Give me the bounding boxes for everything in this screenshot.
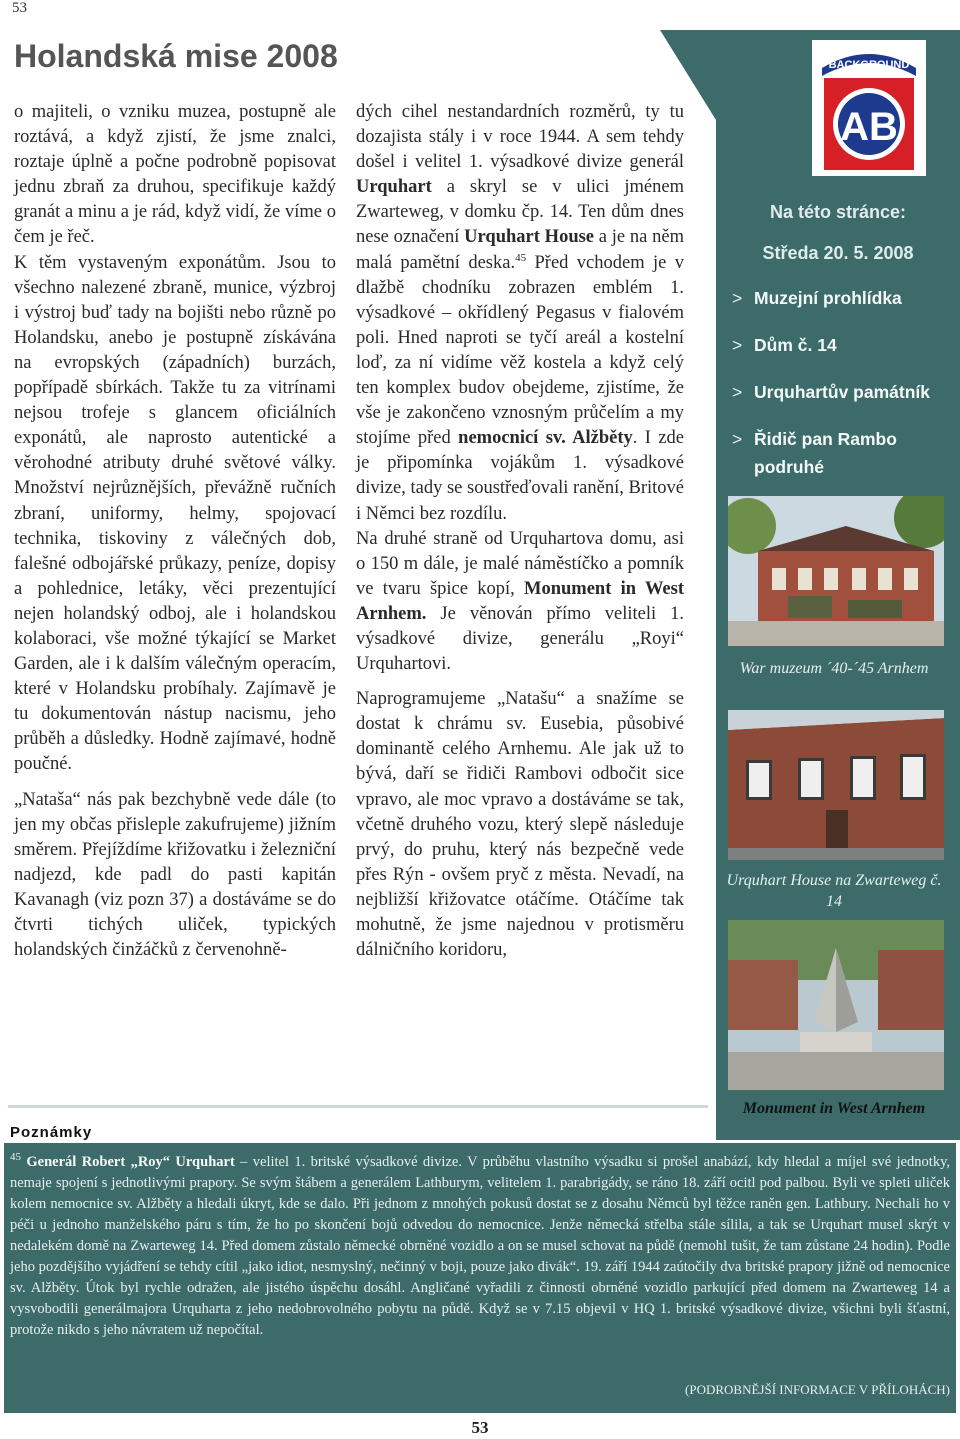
museum-photo — [728, 496, 944, 646]
column2-text: Je věnován přímo veliteli 1. výsadkové divize, generálu „Royi“ Urquhartovi. — [356, 603, 684, 675]
sidebar-notch — [660, 30, 716, 120]
chevron-right-icon: > — [732, 429, 743, 449]
more-info-note: (PODROBNĚJŠÍ INFORMACE V PŘÍLOHÁCH) — [685, 1382, 950, 1397]
column2-paragraph-1 — [356, 100, 684, 527]
sidebar-item-label: Urquhartův památník — [754, 382, 930, 402]
logo-text: BACKGROUND — [828, 59, 910, 71]
sidebar-item-label: Řidič pan Rambo podruhé — [754, 429, 897, 477]
column1-paragraph-3: „Nataša“ nás pak bezchybně vede dále (to jen my občas přisleple zakufrujeme) jižním směrem. Přejíždíme křižovatku i železniční nadjezd, kde padl do pasti kapitán Kavanagh (viz pozn 37) a dostáváme se do čtvrti tichých uliček, typických holandských činžáčků z červenohně- — [14, 789, 336, 961]
column2-paragraph-3: Naprogramujeme „Natašu“ a snažíme se dostat k chrámu sv. Eusebia, působivé dominantě celého Arnhemu. Ale jak už to bývá, daří se řidiči Rambovi odbočit sice vpravo, ale moc vpravo a dostáváme se tak, včetně druhého vozu, který slepě následuje prvý, do pruhu, který nás bezpečně vede přes Rýn - ovšem pryč z města. Nevadí, na nejbližší křižovatce otáčíme. Otáčíme tak mohutně, že jsme najednou v protisměru dálničního koridoru, — [356, 689, 684, 961]
highlight-urquhart-house: Urquhart House — [464, 227, 595, 248]
column2-text: a je na něm malá pamětní deska. — [356, 227, 685, 273]
column2-text: . I zde je připomínka vojákům 1. výsadkové divize, tady se soustřeďovali ranění, Britové i Němci bez rozdílu. — [356, 428, 685, 524]
column2-text: a skryl se v ulici jménem Zwarteweg, v domku čp. 14. Ten dům dnes nese označení — [356, 177, 684, 248]
footnote-name: Generál Robert „Roy“ Urquhart — [26, 1154, 235, 1170]
monument-photo — [728, 920, 944, 1090]
page-title: Holandská mise 2008 — [14, 38, 338, 74]
urquhart-house-photo — [728, 710, 944, 860]
chevron-right-icon: > — [732, 335, 743, 355]
column2-text: A sem tehdy došel i velitel 1. výsadkové divize generál — [356, 127, 684, 173]
caption-monument: Monument in West Arnhem — [742, 1100, 926, 1117]
page-number-bottom: 53 — [471, 1418, 489, 1437]
sidebar-heading: Na této stránce: — [769, 202, 907, 222]
chevron-right-icon: > — [732, 382, 743, 402]
footnote-ref: 45 — [515, 251, 527, 264]
sidebar-item-memorial — [732, 378, 952, 406]
sidebar-list — [732, 284, 952, 500]
highlight-urquhart: Urquhart — [356, 177, 432, 198]
sidebar-item-label: Dům č. 14 — [754, 335, 837, 355]
notes-heading: Poznámky — [10, 1124, 93, 1141]
text-column-2 — [356, 100, 684, 963]
sidebar-item-label: Muzejní prohlídka — [754, 288, 902, 308]
highlight-hospital: nemocnicí sv. Alžběty — [458, 428, 633, 449]
highlight-monument: Monument in West Arnhem. — [356, 578, 684, 624]
footnote-45 — [10, 1152, 950, 1341]
column2-text: Před vchodem je v dlažbě chodníku zobrazen emblém 1. výsadkové – okřídlený Pegasus v fialovém poli. Hned naproti se tyčí areál a kostelní loď, za ní vidíme věž kostela a když celý ten komplex budov obejdeme, zjistíme, že vše je zakončeno vznosným průčelím a my stojíme před — [356, 252, 685, 449]
sidebar-date: Středa 20. 5. 2008 — [762, 243, 914, 263]
footnote-body: – velitel 1. britské výsadkové divize. V průběhu vlastního výsadku si prošel anabází, kdy hledal a míjel své jednotky, nemaje spojení s jednotlivými prapory. Se svým štábem a generálem Lathburym, velitelem 1. parabrigády, se ráno 18. září ocitl pod palbou. Byli ve spleti uliček kolem nemocnice sv. Alžběty a hledali úkryt, kde se dalo. Při jednom z mnohých pokusů dostat se z dosahu Němců byl těžce raněn gen. Lathbury. Nechali ho v péči u jednoho manželského páru s tím, že ho po skončení bojů odvedou do nemocnice. Jenže německá střelba stále sílila, a tak se Urquhart musel skrýt v nedalekém domě na Zwarteweg 14. Před domem zůstalo německé obrněné vozidlo a on se musel schovat na půdě (nemohl tušit, že tam zůstane 24 hodin). Podle jeho pozdějšího vyjádření se tehdy cítil „jako idiot, nesmyslný, nečinný v boji, pouze jako divák“. 19. září 1944 zaútočily dva britské prapory jižně od nemocnice sv. Alžběty. Útok byl rychle odražen, ale jistého úspěchu dosáhl. Angličané vyřadili z činnosti obrněné vozidlo parkující před domem na Zwarteweg 14 a vysvobodili generálmajora Urquharta z jeho nedobrovolného pobytu na půdě. Když se v 7.15 objevil v HQ 1. britské výsadkové divize, všichni byli šťastní, protože nikdo s jeho návratem už nepočítal. — [10, 1154, 951, 1338]
column1-paragraph-2: K těm vystaveným exponátům. Jsou to všechno nalezené zbraně, munice, výzbroj i výstroj buď tady na bojišti nebo různě po Holandsku, anebo je postupně získávána na evropských (západních) burzách, popřípadě sbírkách. Takže tu za vitrínami nejsou trofeje s glancem oficiálních exponátů, ale naprosto autentické a věrohodné atributy druhé světové války. Množství nejrůznějších, převážně ručních zbraní, uniformy, helmy, spojovací technika, tiskoviny z válečných dob, falešné odbojářské průkazy, peníze, dopisy a pohlednice, letáky, věci prezentující nejen holandský odboj, ale i holandskou kolaboraci, vše možné týkající se Market Garden, ale i k dalším válečným operacím, které v Holandsku probíhaly. Zajímavě je tu dokumentován nástup nacismu, jeho průběh a důsledky. Hodně zajímavé, hodně poučné. — [14, 252, 336, 775]
notes-divider — [8, 1105, 708, 1108]
airborne-patch-icon — [812, 40, 926, 176]
logo-letters: AB — [840, 105, 898, 149]
chevron-right-icon: > — [732, 288, 743, 308]
caption-museum: War muzeum ´40-´45 Arnhem — [739, 660, 929, 677]
division-logo — [812, 40, 926, 176]
sidebar-item-museum — [732, 284, 952, 312]
column1-paragraph-1: o majiteli, o vzniku muzea, postupně ale roztává, a když zjistí, že jsme znalci, roztaje úplně a počne podrobně popisovat jednu zbraň za druhou, specifikuje každý granát a minu a je rád, když vidí, že víme o čem je řeč. — [14, 102, 336, 248]
column2-text: dých cihel nestandardních rozměrů, ty tu dozajista stály i v roce 1944. — [356, 102, 684, 148]
page-number-top: 53 — [12, 0, 27, 16]
sidebar-item-house — [732, 331, 952, 359]
column2-paragraph-2 — [356, 527, 684, 678]
footnote-number: 45 — [10, 1151, 21, 1164]
column2-text: Na druhé straně od Urquhartova domu, asi o 150 m dále, je malé náměstíčko a pomník ve tvaru špice kopí, — [356, 528, 684, 599]
text-column-1 — [14, 100, 336, 963]
sidebar-item-driver — [732, 425, 952, 481]
caption-urquhart-house: Urquhart House na Zwarteweg č. 14 — [726, 872, 942, 910]
